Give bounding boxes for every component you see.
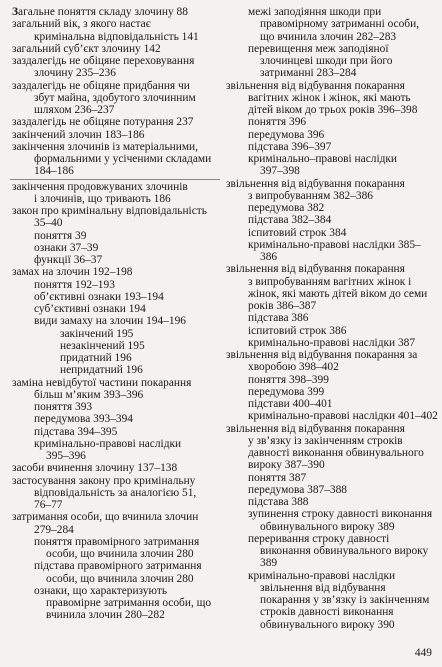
index-entry: [12, 511, 218, 536]
index-entry-continuation: формальними у усіченими складами: [34, 153, 212, 165]
index-entry-text: підстава 396–397: [248, 140, 332, 153]
index-entry: [12, 129, 218, 141]
index-entry-text: кримінально-правові наслідки: [248, 569, 396, 582]
index-entry: [12, 141, 218, 178]
index-subentry: [12, 303, 218, 315]
index-entry-continuation: збут майна, здобутого злочинним: [34, 91, 196, 104]
index-subentry: [226, 6, 434, 43]
index-entry-text: підстави 400–401: [248, 398, 333, 410]
index-subentry: [226, 533, 434, 570]
index-entry: [12, 205, 218, 230]
index-subentry: [12, 426, 218, 438]
index-entry-continuation: 76–77: [34, 499, 63, 511]
index-entry: [12, 18, 218, 43]
index-entry-text: передумова 387–388: [248, 483, 347, 496]
index-entry: [12, 116, 218, 128]
index-entry-continuation: 389: [260, 557, 278, 570]
index-entry-continuation: хворобою 398–402: [248, 361, 339, 374]
index-entry-continuation: 184–186: [34, 165, 74, 178]
index-entry-text: поняття 398–399: [248, 373, 329, 386]
index-entry: [226, 349, 434, 374]
index-subentry: [12, 585, 218, 622]
index-column-left: [12, 6, 218, 622]
index-subentry: [226, 398, 434, 410]
index-entry-continuation: злочинцеві шкоди при його: [260, 55, 393, 67]
index-entry-text: передумова 396: [248, 128, 325, 141]
index-entry-text: поняття 192–193: [34, 278, 115, 291]
index-entry-text: переривання строку давності: [248, 532, 390, 545]
index-entry: [12, 377, 218, 402]
index-subentry: [226, 410, 438, 423]
index-entry-continuation: вироку 387–390: [248, 459, 325, 472]
index-column-right: [226, 6, 438, 631]
index-entry-text: підстава 394–395: [34, 425, 118, 438]
index-entry-continuation: вчинила злочин 280–282: [46, 609, 165, 622]
index-subentry: [226, 484, 434, 496]
index-entry-text: підстава 382–384: [248, 214, 332, 227]
index-entry-continuation: 397–398: [260, 165, 300, 178]
index-entry-text: звільнення від відбування покарання: [226, 177, 405, 190]
index-separator: [10, 179, 220, 180]
index-subentry: [12, 279, 218, 291]
index-subentry: [12, 438, 218, 463]
index-subentry: [226, 472, 434, 484]
index-subentry: [226, 214, 434, 226]
index-entry-text: засоби вчинення злочину 137–138: [12, 462, 178, 475]
index-entry-text: загальний вік, з якого настає: [12, 18, 151, 31]
index-entry-continuation: 386: [260, 251, 278, 263]
index-entry-continuation: затриманні 283–284: [260, 67, 357, 80]
index-entry-continuation: вагітних жінок і жінок, які мають: [248, 91, 411, 104]
index-entry-continuation: з випробуванням вагітних жінок і: [248, 275, 412, 288]
index-subentry: [226, 153, 434, 178]
index-entry-text: ознаки 37–39: [34, 241, 99, 254]
index-entry: [226, 263, 434, 312]
index-subentry: [226, 202, 434, 214]
index-entry-text: Загальне поняття складу злочину 88: [12, 6, 188, 18]
index-entry: [12, 462, 218, 474]
index-entry-text: придатний 196: [60, 352, 132, 364]
index-subentry: [226, 386, 434, 398]
index-entry-continuation: обвинувального вироку 390: [260, 618, 395, 631]
index-entry-continuation: виконання обвинувального вироку: [260, 545, 429, 557]
index-entry: [12, 475, 218, 512]
index-entry-text: іспитовий строк 386: [248, 324, 347, 337]
index-entry-continuation: правомірному затриманні особи,: [260, 18, 420, 31]
index-subentry: [12, 242, 218, 254]
index-subentry: [12, 364, 218, 376]
index-subentry: [226, 508, 434, 533]
index-entry-continuation: 395–396: [46, 450, 86, 462]
index-entry-text: зупинення строку давності виконання: [248, 508, 433, 521]
index-subentry: [12, 291, 218, 303]
index-entry-text: звільнення від відбування покарання: [226, 79, 405, 92]
index-entry-text: підстава правомірного затримання: [34, 560, 202, 573]
index-entry-text: передумова 399: [248, 385, 325, 398]
index-entry-text: межі заподіяння шкоди при: [248, 6, 382, 18]
index-entry-text: поняття 387: [248, 471, 307, 484]
index-entry-text: замах на злочин 192–198: [12, 266, 133, 279]
index-subentry: [12, 340, 218, 352]
index-entry-continuation: більш м’яким 393–396: [34, 388, 144, 401]
index-entry-text: передумова 382: [248, 202, 325, 214]
index-entry-continuation: жінок, які мають дітей віком до семи: [248, 287, 428, 300]
index-entry-continuation: що вчинила злочин 282–283: [260, 30, 397, 43]
index-entry-continuation: і злочинів, що тривають 186: [34, 192, 171, 205]
index-subentry: [226, 570, 434, 631]
index-entry-text: заздалегідь не обіцяне придбання чи: [12, 79, 190, 92]
index-entry-text: суб’єктивні ознаки 194: [34, 303, 146, 315]
index-entry-text: заздалегідь не обіцяне потурання 237: [12, 116, 194, 129]
index-entry-text: заздалегідь не обіцяне переховування: [12, 55, 195, 67]
index-subentry: [226, 337, 434, 349]
index-subentry: [226, 129, 434, 141]
index-entry-continuation: покарання у зв’язку із закінченням: [260, 594, 430, 606]
index-entry-text: незакінчений 195: [60, 339, 145, 352]
index-entry-text: кримінально-правові наслідки: [34, 437, 182, 450]
index-subentry: [226, 374, 434, 386]
index-entry-continuation: особи, що вчинила злочин 280: [46, 548, 194, 560]
index-entry: [12, 6, 218, 18]
index-entry-text: об’єктивні ознаки 193–194: [34, 290, 164, 303]
index-entry: [12, 80, 218, 117]
index-entry: [12, 43, 218, 55]
index-entry-text: загальний суб’єкт злочину 142: [12, 42, 161, 55]
index-entry-text: закінчення злочинів із матеріальними,: [12, 140, 198, 153]
index-entry: [12, 55, 218, 80]
index-subentry: [226, 496, 434, 508]
index-entry-text: види замаху на злочин 194–196: [34, 315, 186, 328]
index-entry-text: кримінально-правові наслідки 385–: [248, 238, 421, 251]
index-entry: [226, 423, 434, 472]
index-entry-text: підстава 386: [248, 312, 309, 325]
index-entry-continuation: правомірне затримання особи, що: [46, 597, 212, 609]
index-entry-continuation: 35–40: [34, 217, 63, 230]
index-entry-continuation: шляхом 236–237: [34, 104, 115, 116]
index-entry-continuation: обвинувального вироку 389: [260, 520, 395, 533]
index-entry-continuation: з випробуванням 382–386: [248, 189, 374, 202]
index-entry-continuation: у зв’язку із закінченням строків: [248, 434, 403, 447]
index-entry-text: заміна невідбутої частини покарання: [12, 376, 192, 389]
index-entry-continuation: строків давності виконання: [260, 606, 394, 619]
index-entry-text: закінчення продовжуваних злочинів: [12, 180, 188, 193]
index-subentry: [226, 325, 434, 337]
index-entry-text: кримінально–правові наслідки: [248, 153, 398, 165]
index-entry-text: кримінально-правові наслідки 401–402: [248, 410, 438, 423]
index-subentry: [12, 230, 218, 242]
index-entry-text: підстава 388: [248, 496, 309, 508]
index-entry-continuation: особи, що вчинила злочин 280: [46, 572, 194, 585]
index-subentry: [226, 312, 434, 324]
index-entry-text: закінчений злочин 183–186: [12, 128, 145, 141]
index-entry-text: поняття 396: [248, 116, 307, 129]
index-entry-text: застосування закону про кримінальну: [12, 474, 196, 487]
index-entry-text: закон про кримінальну відповідальність: [12, 205, 207, 217]
index-entry-text: звільнення від відбування покарання: [226, 263, 405, 276]
index-entry-text: звільнення від відбування покарання: [226, 422, 405, 435]
index-subentry: [12, 413, 218, 425]
index-subentry: [12, 560, 218, 585]
index-entry-continuation: звільнення від відбування: [260, 581, 386, 594]
index-entry-text: передумова 393–394: [34, 413, 133, 426]
index-entry-text: поняття 393: [34, 401, 93, 413]
index-entry-continuation: відповідальність за аналогією 51,: [34, 486, 197, 499]
index-entry: [226, 80, 434, 117]
index-entry-continuation: дітей віком до трьох років 396–398: [248, 104, 418, 116]
index-subentry: [226, 227, 434, 239]
index-entry-continuation: злочину 235–236: [34, 67, 116, 80]
index-subentry: [226, 116, 434, 128]
index-entry-text: непридатний 196: [60, 364, 143, 377]
index-entry-text: перевищення меж заподіяної: [248, 42, 389, 55]
index-subentry: [12, 536, 218, 561]
index-subentry: [12, 254, 218, 266]
index-entry-continuation: давності виконання обвинувального: [248, 447, 424, 459]
index-subentry: [226, 141, 434, 153]
index-subentry: [12, 352, 218, 364]
index-subentry: [12, 328, 218, 340]
index-entry-text: поняття 39: [34, 229, 87, 242]
index-entry-text: затримання особи, що вчинила злочин: [12, 511, 199, 524]
index-subentry: [12, 315, 218, 327]
index-entry-text: кримінально-правові наслідки 387: [248, 336, 416, 349]
index-entry-continuation: 279–284: [34, 523, 74, 536]
index-entry-continuation: кримінальна відповідальність 141: [34, 30, 199, 43]
index-entry-text: ознаки, що характеризують: [34, 584, 168, 597]
page-number: 449: [414, 647, 432, 659]
index-entry: [12, 181, 218, 206]
index-entry-text: функції 36–37: [34, 254, 103, 266]
index-entry-continuation: років 386–387: [248, 300, 317, 312]
initial-letter: З: [12, 6, 19, 18]
index-subentry: [12, 401, 218, 413]
index-entry-text: закінчений 195: [60, 327, 134, 340]
index-entry-text: іспитовий строк 384: [248, 226, 347, 239]
index-subentry: [226, 239, 434, 264]
index-entry: [12, 266, 218, 278]
index-entry-text: поняття правомірного затримання: [34, 535, 200, 548]
index-entry: [226, 178, 434, 203]
index-entry-text: звільнення від відбування покарання за: [226, 349, 418, 361]
index-subentry: [226, 43, 434, 80]
